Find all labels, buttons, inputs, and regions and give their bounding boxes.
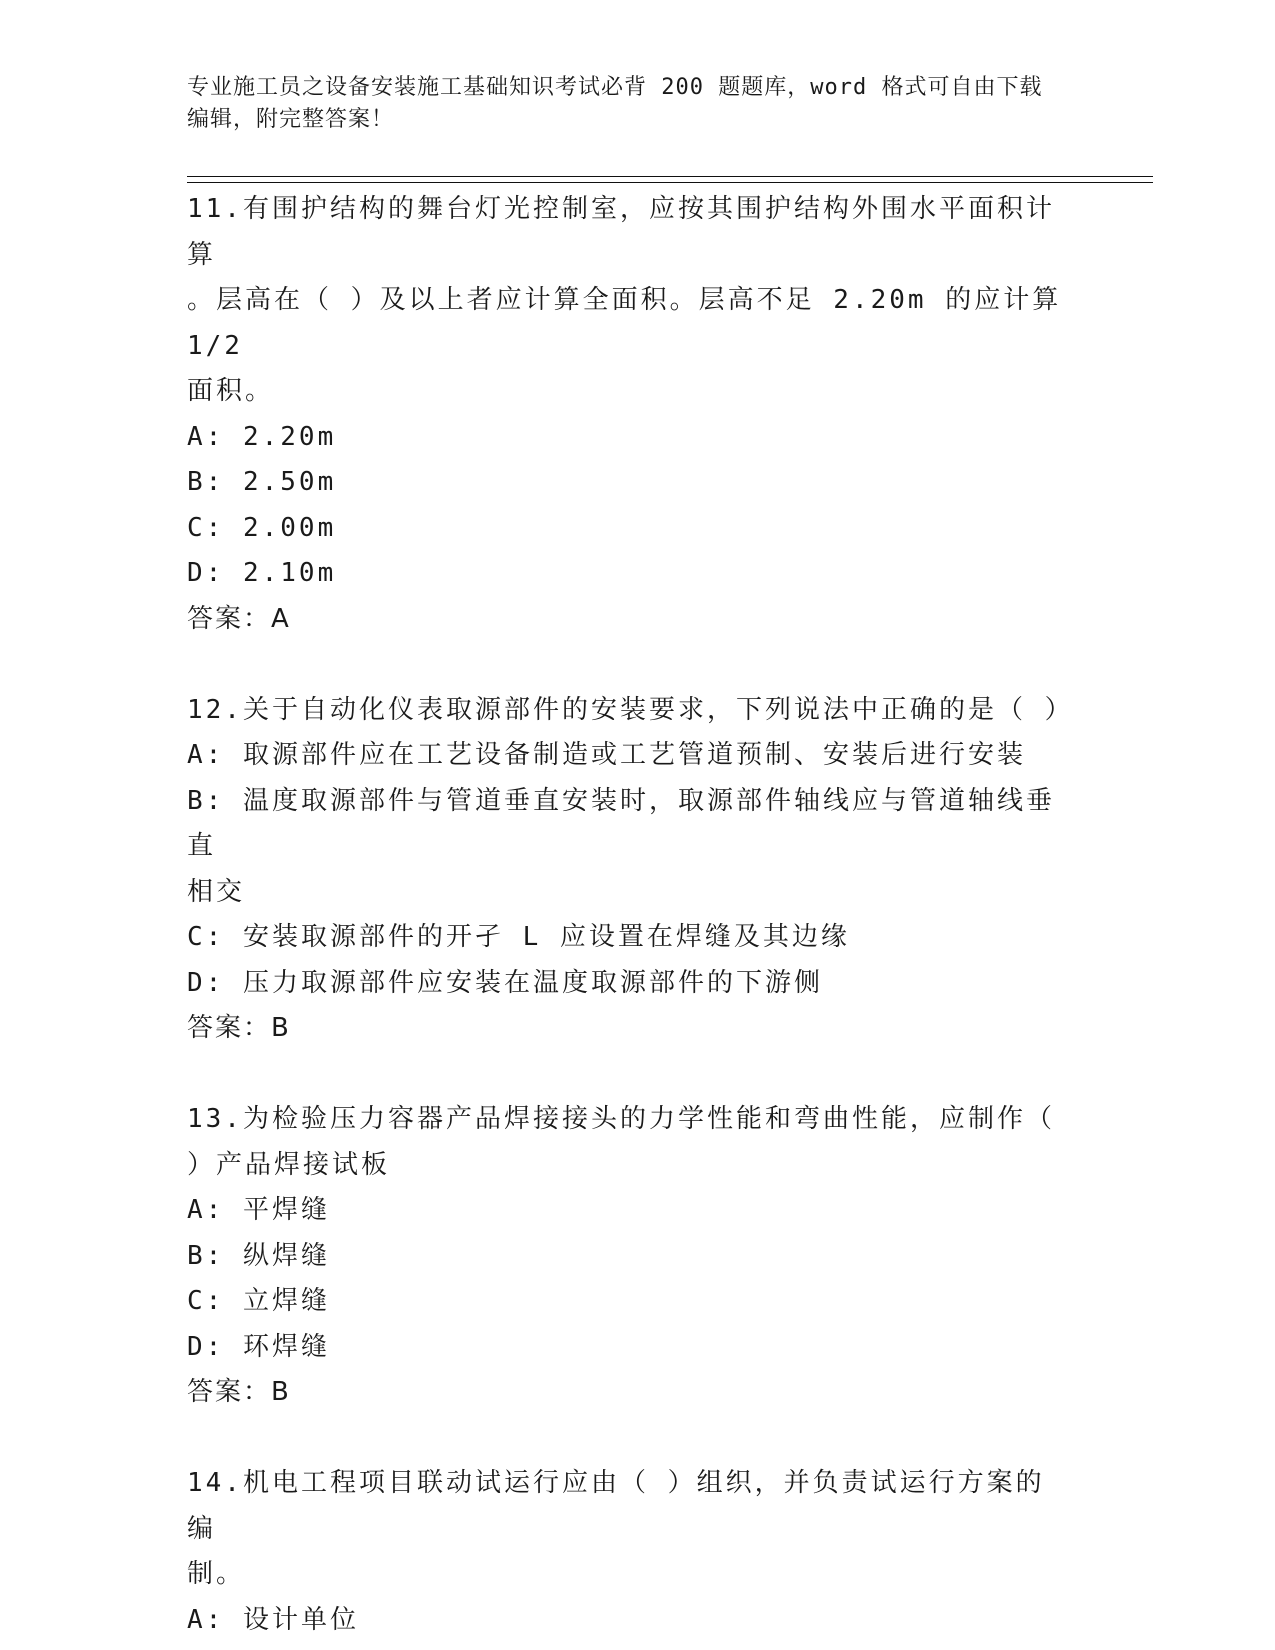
answer-line: 答案：B [187,1013,291,1043]
spacer [187,1416,1067,1462]
option-d: D: 压力取源部件应安装在温度取源部件的下游侧 [187,967,823,998]
header-line-2: 编辑，附完整答案！ [187,107,395,132]
spacer [187,642,1067,688]
option-b: B: 2.50m [187,467,337,497]
header-divider-top [187,176,1153,177]
question-14 [187,1461,1067,1643]
option-b-continued: 相交 [187,876,246,907]
option-d: D: 2.10m [187,558,337,588]
option-a: A: 2.20m [187,421,337,452]
question-text-line: 14.机电工程项目联动试运行应由（ ）组织，并负责试运行方案的编 [187,1468,1045,1544]
question-text-line: 11.有围护结构的舞台灯光控制室，应按其围护结构外围水平面积计算 [187,194,1055,270]
question-text-line: 12.关于自动化仪表取源部件的安装要求，下列说法中正确的是（ ） [187,694,1074,725]
option-a: A: 设计单位 [187,1604,359,1635]
option-c: C: 2.00m [187,512,337,543]
option-d: D: 环焊缝 [187,1331,330,1362]
option-a: A: 平焊缝 [187,1195,330,1225]
option-b: B: 温度取源部件与管道垂直安装时，取源部件轴线应与管道轴线垂直 [187,785,1055,861]
document-header [187,72,1067,136]
spacer [187,1052,1067,1098]
question-13 [187,1097,1067,1416]
question-list [187,187,1074,1643]
question-text-line: 制。 [187,1559,246,1589]
option-c: C: 立焊缝 [187,1286,330,1316]
question-text-line: ）产品焊接试板 [187,1149,391,1180]
answer-line: 答案：B [187,1377,291,1407]
option-a: A: 取源部件应在工艺设备制造或工艺管道预制、安装后进行安装 [187,740,1026,770]
question-text-line: 。层高在（ ）及以上者应计算全面积。层高不足 2.20m 的应计算 1/2 [187,285,1062,361]
question-11 [187,187,1067,642]
option-b: B: 纵焊缝 [187,1240,330,1271]
header-line-1: 专业施工员之设备安装施工基础知识考试必背 200 题题库，word 格式可自由下载 [187,75,1043,100]
header-divider-bottom [187,182,1153,183]
question-12 [187,688,1074,1052]
question-text-line: 13.为检验压力容器产品焊接接头的力学性能和弯曲性能，应制作（ [187,1104,1055,1134]
option-c: C: 安装取源部件的开孑 L 应设置在焊缝及其边缘 [187,922,850,952]
answer-line: 答案：A [187,603,291,634]
question-text-line: 面积。 [187,376,275,406]
